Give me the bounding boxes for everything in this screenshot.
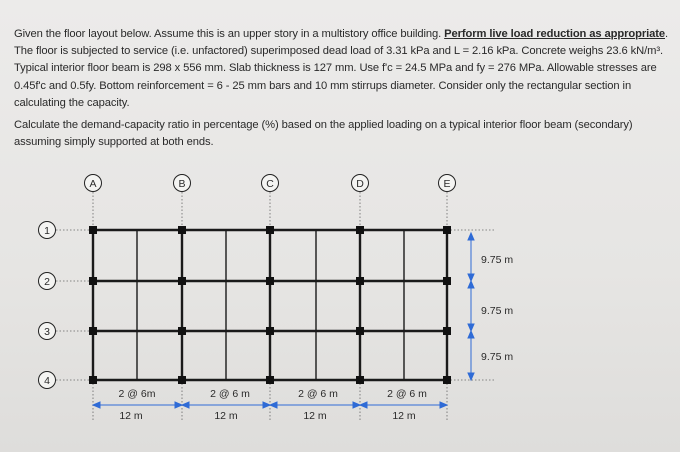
- column-B1: [178, 226, 186, 234]
- row-label-4: 4: [44, 375, 50, 387]
- column-label-B: B: [178, 178, 186, 190]
- column-A2: [89, 277, 97, 285]
- column-D3: [356, 327, 364, 335]
- column-B3: [178, 327, 186, 335]
- main-girders: [93, 230, 447, 380]
- dim-arrow-DE-right: [440, 402, 447, 408]
- column-E3: [443, 327, 451, 335]
- column-C3: [266, 327, 274, 335]
- bay-spacing-label-CD: 2 @ 6 m: [298, 388, 338, 400]
- problem-intro: Given the floor layout below. Assume this is an upper story in a multistory office building.: [14, 28, 445, 40]
- problem-line-5: calculating the capacity.: [14, 96, 130, 109]
- problem-line-4: 0.45f'c and 0.5fy. Bottom reinforcement = 6 - 25 mm bars and 10 mm stirrups diameter. Consider only the rectangular section in: [14, 79, 632, 92]
- column-D2: [356, 277, 364, 285]
- dim-arrow-AB-left: [93, 402, 100, 408]
- column-E1: [443, 226, 451, 234]
- column-label-D: D: [356, 178, 364, 190]
- task-line-2: assuming simply supported at both ends.: [14, 136, 214, 149]
- span-label-3-4: 9.75 m: [481, 351, 514, 363]
- column-E4: [443, 376, 451, 384]
- dim-arrow-top-3: [468, 331, 474, 338]
- column-label-E: E: [443, 178, 451, 190]
- problem-line-2: The floor is subjected to service (i.e. unfactored) superimposed dead load of 3.31 kPa and L = 2.16 kPa. Concrete weighs 23.6 kN/m³.: [14, 45, 663, 58]
- dim-arrow-DE-left: [360, 402, 367, 408]
- column-label-C: C: [266, 178, 274, 190]
- problem-line-3: Typical interior floor beam is 298 x 556 mm. Slab thickness is 127 mm. Use f'c = 24.5 MPa and fy = 276 MPa. Allowable stresses are: [14, 62, 657, 75]
- span-label-1-2: 9.75 m: [481, 254, 514, 266]
- bay-length-label-CD: 12 m: [303, 410, 327, 422]
- bay-length-label-DE: 12 m: [392, 410, 416, 422]
- horizontal-dimension-line: [93, 402, 447, 408]
- span-label-2-3: 9.75 m: [481, 305, 514, 317]
- live-load-reduction-note: Perform live load reduction as appropriate: [444, 28, 665, 40]
- bay-spacing-label-AB: 2 @ 6m: [118, 388, 156, 400]
- column-A4: [89, 376, 97, 384]
- column-D1: [356, 226, 364, 234]
- column-A3: [89, 327, 97, 335]
- bay-spacing-label-DE: 2 @ 6 m: [387, 388, 427, 400]
- column-B2: [178, 277, 186, 285]
- task-line-1: Calculate the demand-capacity ratio in percentage (%) based on the applied loading on a typical interior floor beam (secondary): [14, 119, 633, 131]
- column-B4: [178, 376, 186, 384]
- column-label-A: A: [89, 178, 97, 190]
- column-A1: [89, 226, 97, 234]
- problem-intro-end: .: [665, 28, 669, 40]
- column-C2: [266, 277, 274, 285]
- row-label-2: 2: [44, 276, 50, 288]
- column-C4: [266, 376, 274, 384]
- column-D4: [356, 376, 364, 384]
- vertical-dimension-line: [468, 233, 474, 380]
- dim-arrow-CD-left: [270, 402, 277, 408]
- row-label-1: 1: [44, 225, 50, 237]
- bay-length-label-AB: 12 m: [119, 410, 143, 422]
- column-E2: [443, 277, 451, 285]
- row-grid-bubbles: [39, 222, 56, 389]
- dim-arrow-bottom-3: [468, 373, 474, 380]
- bay-spacing-label-BC: 2 @ 6 m: [210, 388, 250, 400]
- dim-arrow-BC-left: [182, 402, 189, 408]
- dim-arrow-top-1: [468, 233, 474, 240]
- dim-arrow-top-2: [468, 281, 474, 288]
- bay-length-label-BC: 12 m: [214, 410, 238, 422]
- column-C1: [266, 226, 274, 234]
- row-label-3: 3: [44, 326, 50, 338]
